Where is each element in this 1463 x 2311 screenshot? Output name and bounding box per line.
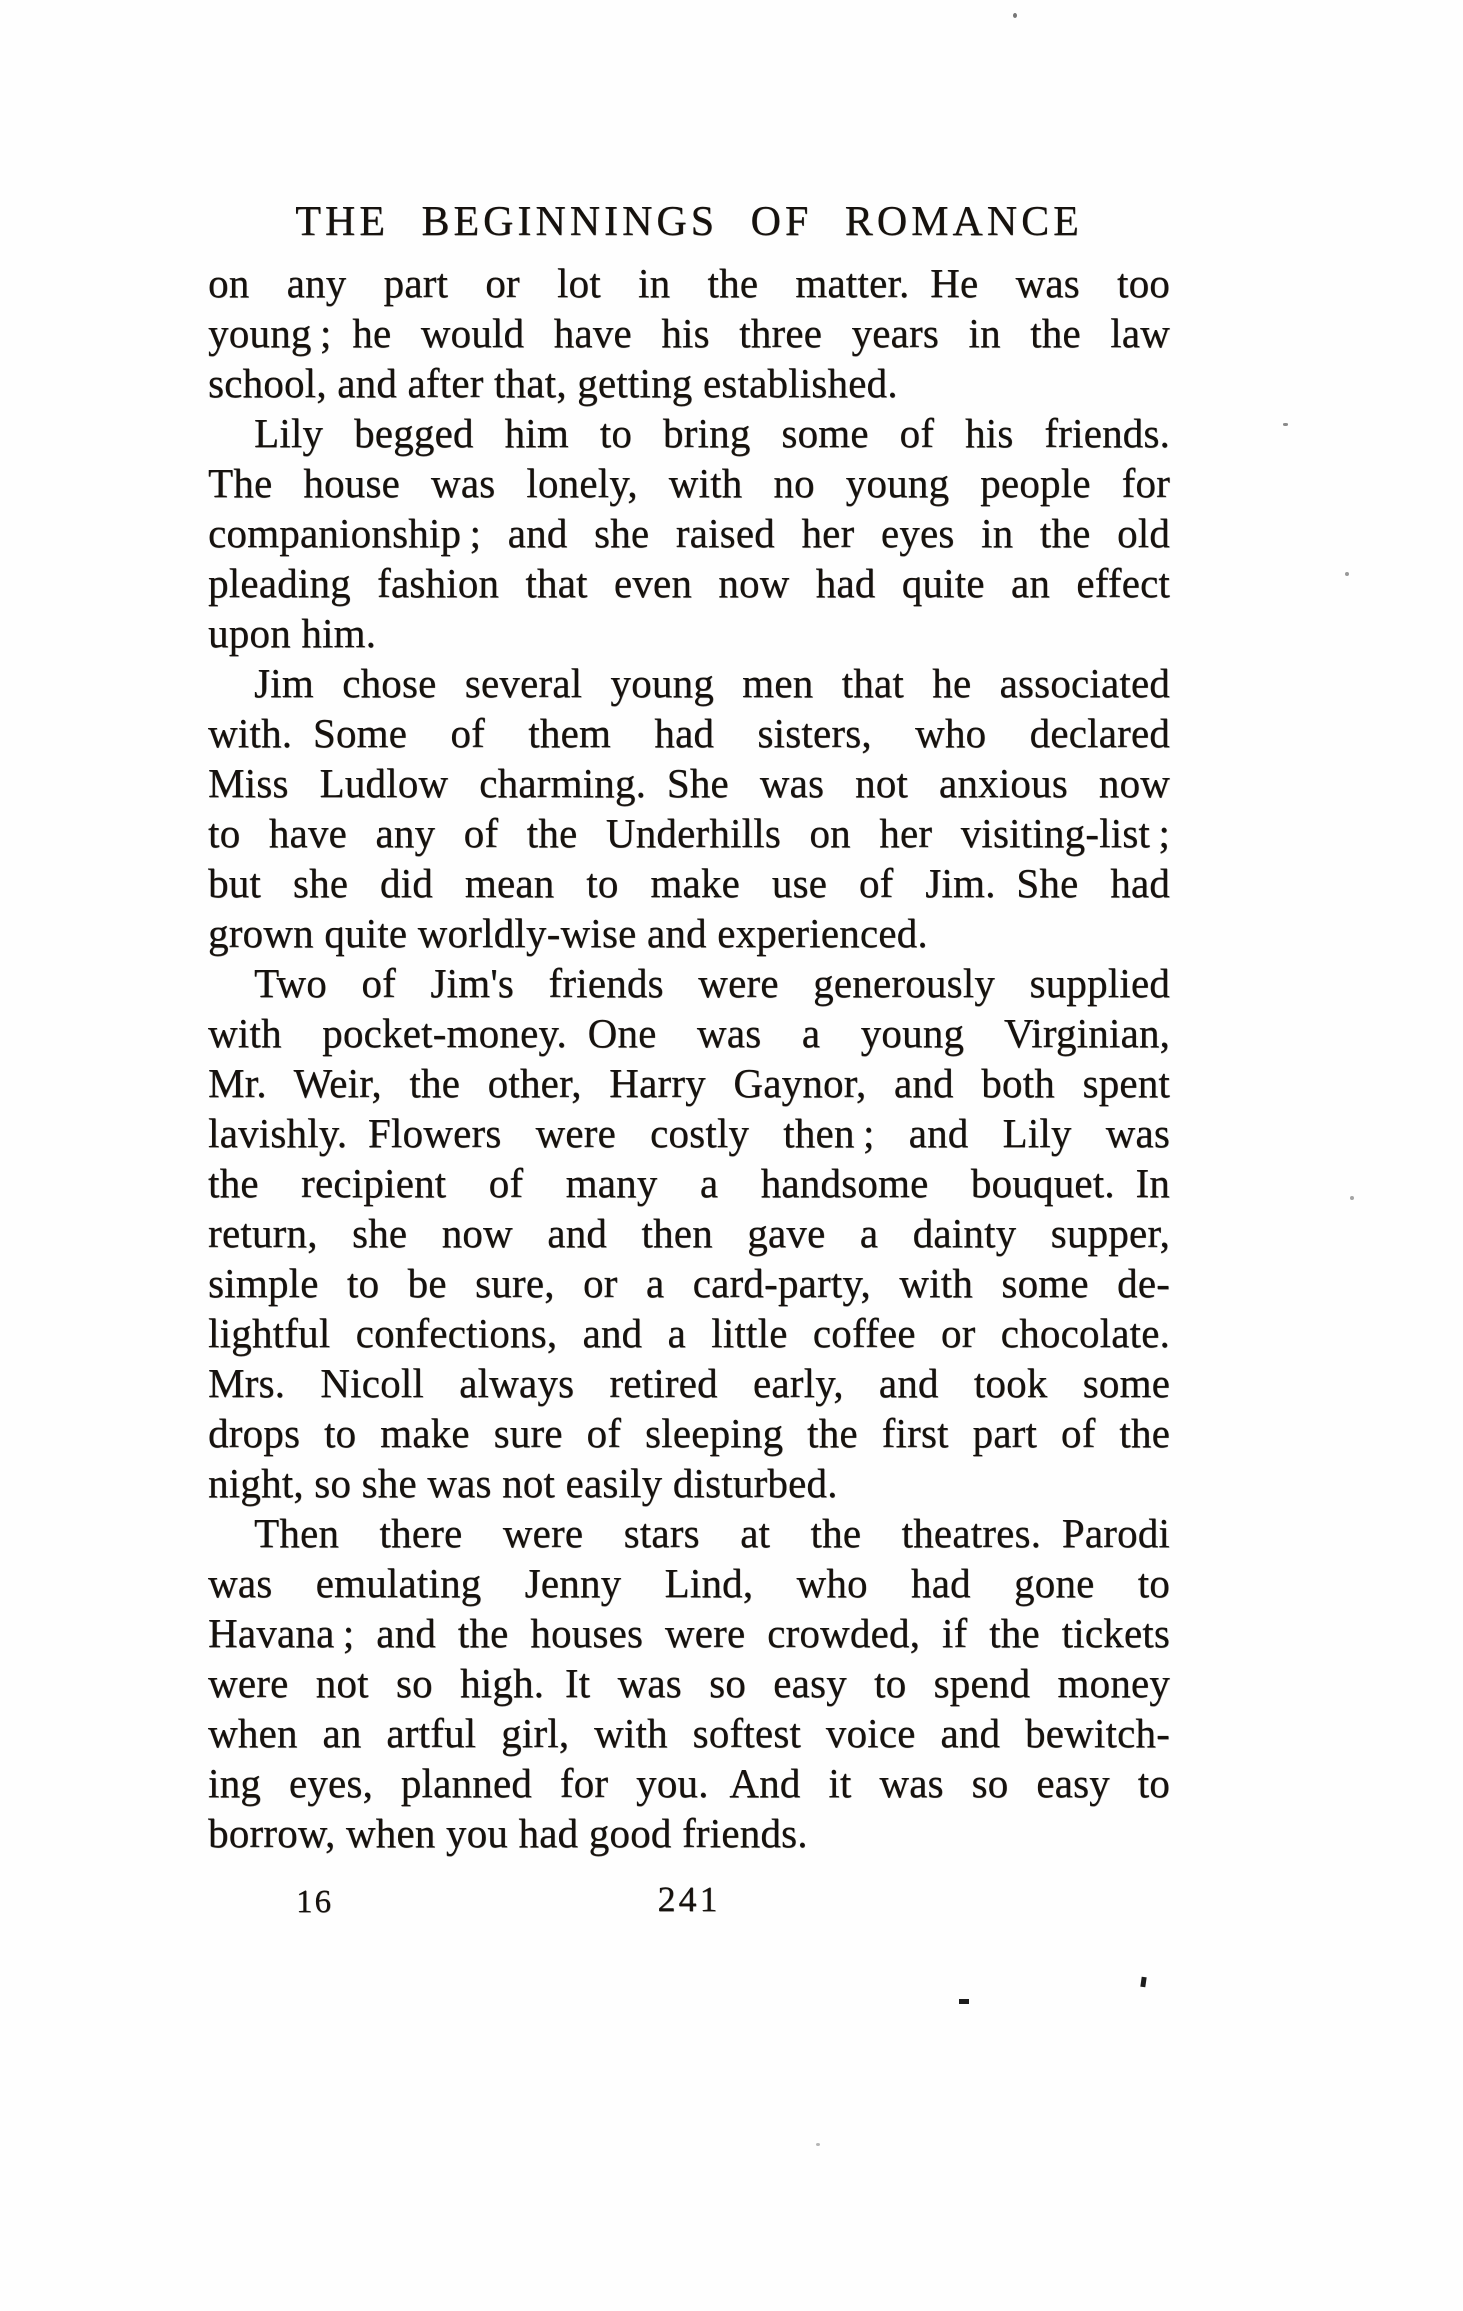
- paragraph: [208, 958, 1170, 1508]
- page-header-title: THE BEGINNINGS OF ROMANCE: [295, 199, 1083, 245]
- paragraph: [208, 258, 1170, 408]
- scan-speck: [1350, 1196, 1354, 1200]
- scan-speck: [816, 2143, 820, 2146]
- text-line: Jim chose several young men that he associated: [254, 660, 1170, 706]
- paragraph: [208, 658, 1170, 958]
- text-line: simple to be sure, or a card-party, with some de-: [208, 1260, 1170, 1306]
- text-line: lavishly. Flowers were costly then ; and Lily was: [208, 1110, 1170, 1156]
- text-line: ing eyes, planned for you. And it was so easy to: [208, 1760, 1170, 1806]
- text-line: Mrs. Nicoll always retired early, and took some: [208, 1360, 1170, 1406]
- text-line: upon him.: [208, 610, 377, 656]
- text-line: with. Some of them had sisters, who declared: [208, 710, 1170, 756]
- text-line: The house was lonely, with no young people for: [208, 460, 1170, 506]
- signature-mark: 16: [296, 1884, 333, 1920]
- scan-speck: [1013, 13, 1017, 18]
- text-line: school, and after that, getting established.: [208, 360, 898, 406]
- scan-speck: [959, 1999, 969, 2004]
- text-line: to have any of the Underhills on her visiting-list ;: [208, 810, 1170, 856]
- text-line: companionship ; and she raised her eyes in the old: [208, 510, 1170, 556]
- text-line: grown quite worldly-wise and experienced.: [208, 910, 928, 956]
- scan-speck: [1345, 572, 1349, 576]
- paragraph: [208, 408, 1170, 658]
- page-number: 241: [657, 1879, 721, 1919]
- text-line: drops to make sure of sleeping the first part of the: [208, 1410, 1170, 1456]
- text-line: pleading fashion that even now had quite an effect: [208, 560, 1170, 606]
- text-line: Mr. Weir, the other, Harry Gaynor, and both spent: [208, 1060, 1170, 1106]
- text-line: but she did mean to make use of Jim. She had: [208, 860, 1170, 906]
- text-line: Two of Jim's friends were generously supplied: [254, 960, 1170, 1006]
- text-line: return, she now and then gave a dainty supper,: [208, 1210, 1170, 1256]
- text-line: Lily begged him to bring some of his friends.: [254, 410, 1170, 456]
- text-line: was emulating Jenny Lind, who had gone to: [208, 1560, 1170, 1606]
- text-line: young ; he would have his three years in the law: [208, 310, 1170, 356]
- text-line: lightful confections, and a little coffee or chocolate.: [208, 1310, 1170, 1356]
- text-line: on any part or lot in the matter. He was too: [208, 260, 1170, 306]
- text-block: [208, 258, 1170, 1858]
- text-line: when an artful girl, with softest voice and bewitch-: [208, 1710, 1170, 1756]
- text-line: night, so she was not easily disturbed.: [208, 1460, 838, 1506]
- text-line: Havana ; and the houses were crowded, if the tickets: [208, 1610, 1170, 1656]
- text-line: with pocket-money. One was a young Virginian,: [208, 1010, 1170, 1056]
- text-line: Miss Ludlow charming. She was not anxious now: [208, 760, 1170, 806]
- scan-speck: [1283, 423, 1288, 426]
- text-line: the recipient of many a handsome bouquet. In: [208, 1160, 1170, 1206]
- text-line: were not so high. It was so easy to spend money: [208, 1660, 1170, 1706]
- scan-speck: [1140, 1977, 1146, 1988]
- text-line: borrow, when you had good friends.: [208, 1810, 808, 1856]
- paragraph: [208, 1508, 1170, 1858]
- text-line: Then there were stars at the theatres. Parodi: [254, 1510, 1170, 1556]
